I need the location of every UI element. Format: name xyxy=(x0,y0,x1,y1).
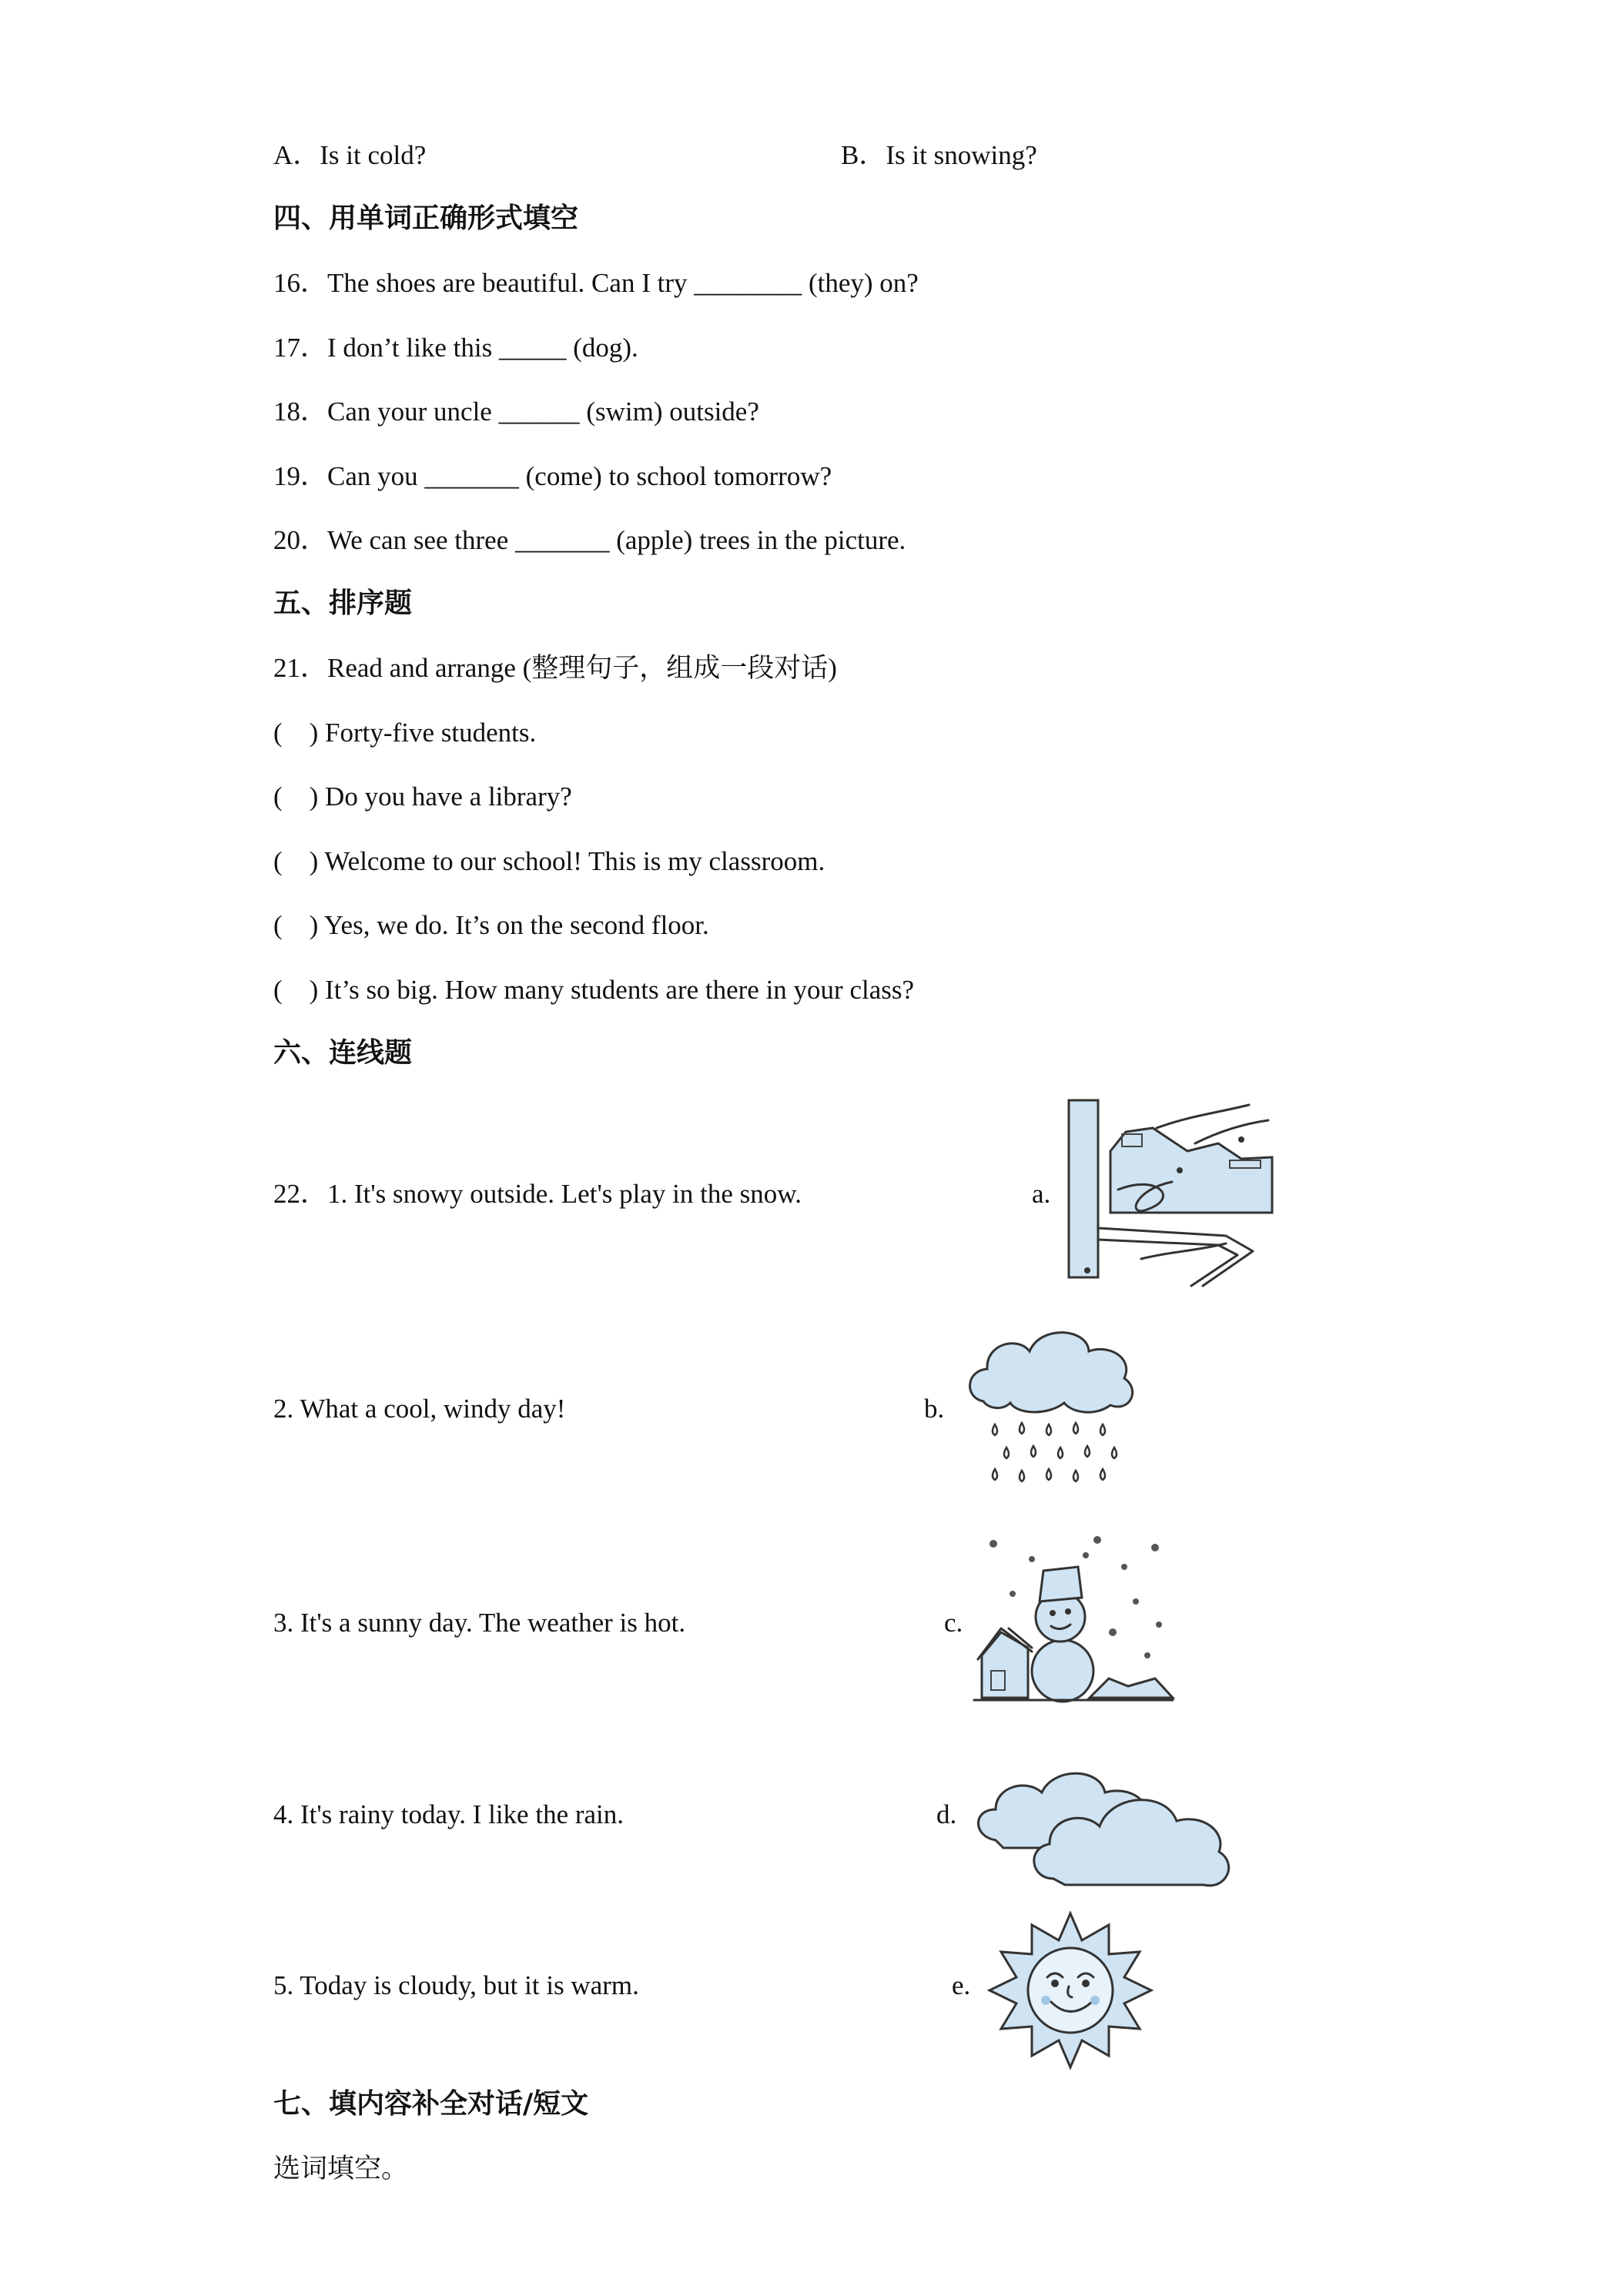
option-a: A．Is it cold? xyxy=(273,140,427,170)
arrange-item-4: ( ) Yes, we do. It’s on the second floor. xyxy=(273,910,709,940)
match-sentence-1: 22．1. It's snowy outside. Let's play in the snow. xyxy=(273,1179,802,1209)
match-sentence-3: 3. It's a sunny day. The weather is hot. xyxy=(273,1608,686,1638)
match-letter-b: b. xyxy=(924,1394,945,1424)
sun-icon xyxy=(986,1909,1155,2071)
arrange-item-2: ( ) Do you have a library? xyxy=(273,782,572,812)
match-letter-a: a. xyxy=(1032,1179,1051,1209)
match-sentence-2: 2. What a cool, windy day! xyxy=(273,1394,566,1424)
section-5-heading: 五、排序题 xyxy=(273,587,413,619)
question-18: 18．Can your uncle ______ (swim) outside? xyxy=(273,397,759,427)
clouds-icon xyxy=(973,1755,1242,1894)
rain-cloud-icon xyxy=(964,1317,1141,1494)
section-7-instruction: 选词填空。 xyxy=(273,2154,409,2184)
section-6-heading: 六、连线题 xyxy=(273,1037,413,1069)
match-letter-c: c. xyxy=(944,1608,963,1638)
question-16: 16．The shoes are beautiful. Can I try ________ (they) on? xyxy=(273,268,919,298)
question-20: 20．We can see three _______ (apple) trees in the picture. xyxy=(273,525,906,555)
option-b: B．Is it snowing? xyxy=(841,140,1037,170)
question-17: 17．I don’t like this _____ (dog). xyxy=(273,333,638,363)
prompt-close: ) xyxy=(828,653,837,683)
match-letter-d: d. xyxy=(936,1799,957,1829)
question-19: 19．Can you _______ (come) to school tomorrow? xyxy=(273,461,832,491)
section-7-heading: 七、填内容补全对话/短文 xyxy=(273,2088,589,2120)
prompt-english: 21．Read and arrange ( xyxy=(273,653,532,683)
windy-window-icon xyxy=(1064,1097,1278,1290)
arrange-item-5: ( ) It’s so big. How many students are there in your class? xyxy=(273,975,915,1005)
arrange-item-3: ( ) Welcome to our school! This is my classroom. xyxy=(273,846,825,876)
snowman-icon xyxy=(974,1532,1174,1709)
prompt-chinese: 整理句子，组成一段对话 xyxy=(531,653,829,684)
match-letter-e: e. xyxy=(952,1970,971,2000)
arrange-item-1: ( ) Forty-five students. xyxy=(273,718,537,748)
match-sentence-5: 5. Today is cloudy, but it is warm. xyxy=(273,1970,639,2000)
match-sentence-4: 4. It's rainy today. I like the rain. xyxy=(273,1799,624,1829)
section-4-heading: 四、用单词正确形式填空 xyxy=(273,202,579,234)
question-21-prompt xyxy=(273,651,837,685)
